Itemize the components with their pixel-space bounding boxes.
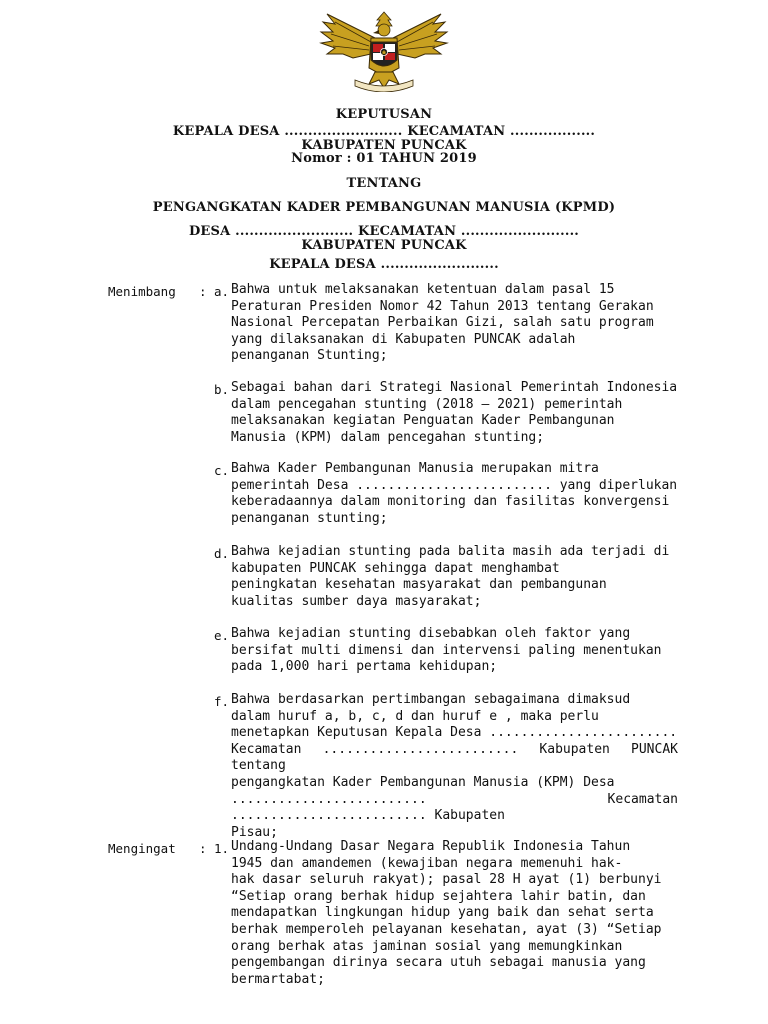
tentang-heading: TENTANG bbox=[346, 176, 422, 191]
menimbang-item-c: Bahwa Kader Pembangunan Manusia merupakan mitra pemerintah Desa ......................... yang diperlukan keberadaannya dalam monitoring dan fasilitas konvergensi penanganan stunting; bbox=[231, 461, 678, 526]
item-marker-c: c. bbox=[213, 463, 229, 478]
kepala-desa-line: KEPALA DESA ......................... bbox=[269, 257, 499, 272]
menimbang-item-d: Bahwa kejadian stunting pada balita masih ada terjadi di kabupaten PUNCAK sehingga dapat menghambat peningkatan kesehatan masyarakat dan pembangunan kualitas sumber daya masyarakat; bbox=[231, 544, 670, 609]
item-marker-b: b. bbox=[213, 382, 229, 397]
title-kepala-desa-line: KEPALA DESA ......................... KECAMATAN .................. bbox=[172, 124, 596, 139]
menimbang-item-b: Sebagai bahan dari Strategi Nasional Pemerintah Indonesia dalam pencegahan stunting (2018 – 2021) pemerintah melaksanakan kegiatan Penguatan Kader Pembangunan Manusia (KPM) dalam pencegahan stunting; bbox=[231, 380, 678, 445]
item-marker-1: 1. bbox=[213, 841, 229, 856]
item-marker-f: f. bbox=[213, 694, 229, 709]
menimbang-item-f: Bahwa berdasarkan pertimbangan sebagaimana dimaksud dalam huruf a, b, c, d dan huruf e , maka perlu menetapkan Keputusan Kepala Desa ........................ Kecamatan ......................... Kabupaten PUNCAK tentang pengangkatan Kader Pembangunan Manusia (KPM) Desa ......................... Kecamatan ......................... Kabupaten Pisau; bbox=[231, 692, 678, 840]
mengingat-item-1: Undang-Undang Dasar Negara Republik Indonesia Tahun 1945 dan amandemen (kewajiban negara memenuhi hak- hak dasar seluruh rakyat); pasal 28 H ayat (1) berbunyi “Setiap orang berhak hidup sejahtera lahir batin, dan mendapatkan lingkungan hidup yang baik dan sehat serta berhak memperoleh pelayanan kesehatan, ayat (3) “Setiap orang berhak atas jaminan sosial yang memungkinkan pengembangan dirinya secara utuh sebagai manusia yang bermartabat; bbox=[231, 839, 662, 987]
menimbang-colon: : bbox=[199, 284, 207, 299]
title-kabupaten-line: KABUPATEN PUNCAK bbox=[301, 138, 467, 153]
menimbang-item-a: Bahwa untuk melaksanakan ketentuan dalam pasal 15 Peraturan Presiden Nomor 42 Tahun 2013 tentang Gerakan Nasional Percepatan Perbaikan Gizi, salah satu program yang dilaksanakan di Kabupaten PUNCAK adalah penanganan Stunting; bbox=[231, 282, 654, 364]
kabupaten-line: KABUPATEN PUNCAK bbox=[301, 238, 467, 253]
desa-kecamatan-line: DESA ......................... KECAMATAN ......................... bbox=[188, 224, 580, 239]
item-marker-d: d. bbox=[213, 546, 229, 561]
document-number: Nomor : 01 TAHUN 2019 bbox=[291, 151, 477, 166]
menimbang-item-e: Bahwa kejadian stunting disebabkan oleh faktor yang bersifat multi dimensi dan intervensi paling menentukan pada 1,000 hari pertama kehidupan; bbox=[231, 626, 662, 675]
mengingat-colon: : bbox=[199, 841, 207, 856]
garuda-emblem-icon bbox=[313, 10, 455, 92]
mengingat-label: Mengingat bbox=[108, 841, 176, 856]
menimbang-label: Menimbang bbox=[108, 284, 176, 299]
document-title: KEPUTUSAN bbox=[335, 107, 433, 122]
item-marker-a: a. bbox=[213, 284, 229, 299]
subject-heading: PENGANGKATAN KADER PEMBANGUNAN MANUSIA (KPMD) bbox=[152, 200, 616, 215]
item-marker-e: e. bbox=[213, 628, 229, 643]
